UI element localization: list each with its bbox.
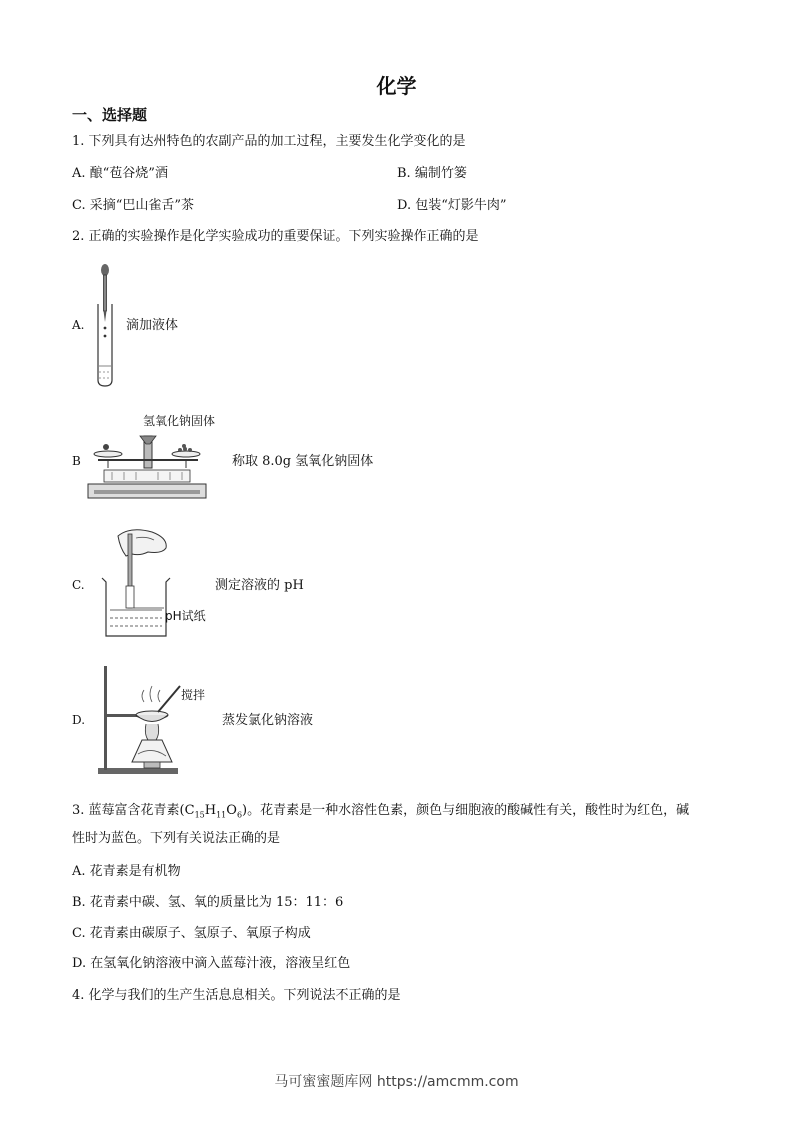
q2-option-b-letter: B bbox=[72, 454, 81, 468]
q3-option-a: A. 花青素是有机物 bbox=[72, 864, 181, 879]
q2-stem: 2. 正确的实验操作是化学实验成功的重要保证。下列实验操作正确的是 bbox=[72, 229, 479, 244]
q3-stem-line2: 性时为蓝色。下列有关说法正确的是 bbox=[72, 831, 281, 846]
q2-option-c-figure-label: pH试纸 bbox=[165, 609, 206, 623]
q3-sub-o: 6 bbox=[236, 810, 243, 820]
q2-option-a-text: 滴加液体 bbox=[126, 318, 179, 333]
q1-option-c: C. 采摘“巴山雀舌”茶 bbox=[72, 198, 195, 213]
section-heading: 一、选择题 bbox=[72, 106, 148, 124]
q2-option-b-figure-label: 氢氧化钠固体 bbox=[143, 414, 216, 428]
q3-option-d: D. 在氢氧化钠溶液中滴入蓝莓汁液，溶液呈红色 bbox=[72, 956, 351, 971]
q3-option-b: B. 花青素中碳、氢、氧的质量比为 15：11：6 bbox=[72, 895, 344, 910]
q2-option-d-text: 蒸发氯化钠溶液 bbox=[222, 713, 314, 728]
q3-h: H bbox=[204, 803, 217, 818]
q1-option-d: D. 包装“灯影牛肉” bbox=[397, 198, 507, 213]
balance-figure bbox=[84, 430, 214, 508]
q2-option-c-letter: C. bbox=[72, 578, 85, 592]
ph-test-figure bbox=[96, 526, 176, 640]
q3-stem-pre: 3. 蓝莓富含花青素(C bbox=[72, 803, 195, 818]
q2-option-b-text: 称取 8.0g 氢氧化钠固体 bbox=[232, 454, 374, 469]
q3-stem-post: )。花青素是一种水溶性色素，颜色与细胞液的酸碱性有关，酸性时为红色，碱 bbox=[242, 803, 690, 818]
footer-watermark: 马可蜜蜜题库网 https://amcmm.com bbox=[274, 1074, 519, 1090]
q4-stem: 4. 化学与我们的生产生活息息相关。下列说法不正确的是 bbox=[72, 988, 401, 1003]
q1-option-b: B. 编制竹篓 bbox=[397, 166, 467, 181]
q1-stem: 1. 下列具有达州特色的农副产品的加工过程，主要发生化学变化的是 bbox=[72, 134, 466, 149]
q3-option-c: C. 花青素由碳原子、氢原子、氧原子构成 bbox=[72, 926, 311, 941]
q2-option-a-letter: A. bbox=[72, 318, 85, 332]
q2-option-c-text: 测定溶液的 pH bbox=[215, 578, 304, 593]
q1-option-a: A. 酿“苞谷烧”酒 bbox=[72, 166, 168, 181]
q2-option-d-figure-label: 搅拌 bbox=[181, 688, 206, 702]
q3-o: O bbox=[226, 803, 237, 818]
dropper-test-tube-figure bbox=[90, 262, 126, 390]
page-title: 化学 bbox=[376, 74, 417, 98]
q3-stem bbox=[72, 801, 732, 826]
evaporation-figure bbox=[96, 662, 190, 776]
q3-sub-c: 15 bbox=[194, 810, 205, 820]
q3-sub-h: 11 bbox=[216, 810, 227, 820]
q2-option-d-letter: D. bbox=[72, 713, 86, 727]
